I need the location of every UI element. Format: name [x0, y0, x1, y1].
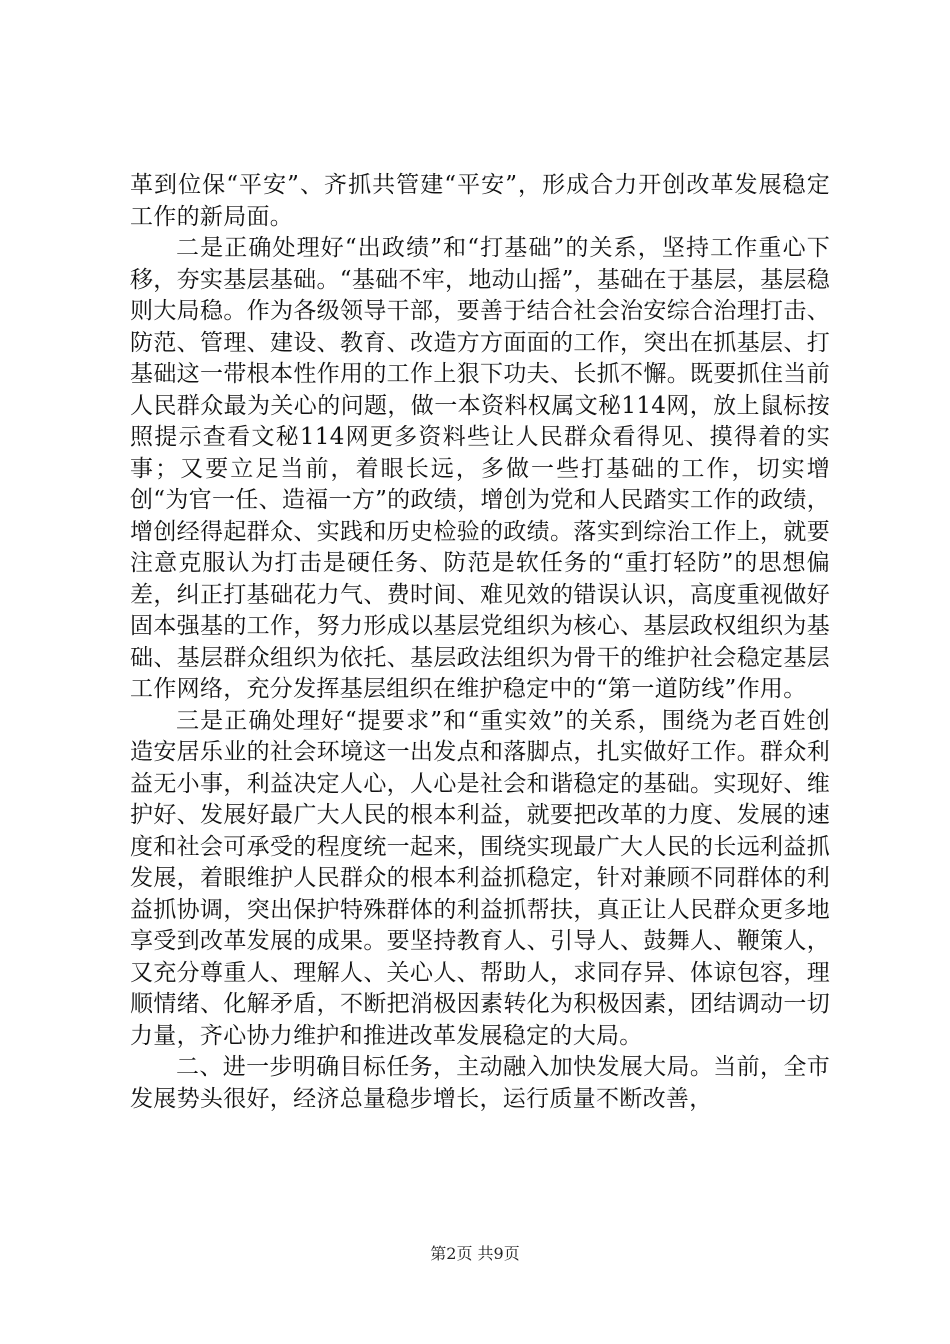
page-number-footer: 第2页 共9页	[430, 1244, 520, 1263]
paragraph-3: 三是正确处理好“提要求”和“重实效”的关系，围绕为老百姓创造安居乐业的社会环境这一出发点和落脚点，扎实做好工作。群众利益无小事，利益决定人心，人心是社会和谐稳定的基础。实现好、维护好、发展好最广大人民的根本利益，就要把改革的力度、发展的速度和社会可承受的程度统一起来，围绕实现最广大人民的长远利益抓发展，着眼维护人民群众的根本利益抓稳定，针对兼顾不同群体的利益抓协调，突出保护特殊群体的利益抓帮扶，真正让人民群众更多地享受到改革发展的成果。要坚持教育人、引导人、鼓舞人、鞭策人，又充分尊重人、理解人、关心人、帮助人，求同存异、体谅包容，理顺情绪、化解矛盾，不断把消极因素转化为积极因素，团结调动一切力量，齐心协力维护和推进改革发展稳定的大局。	[130, 707, 830, 1049]
paragraph-1: 革到位保“平安”、齐抓共管建“平安”，形成合力开创改革发展稳定工作的新局面。	[130, 172, 830, 230]
paragraph-4: 二、进一步明确目标任务，主动融入加快发展大局。当前，全市发展势头很好，经济总量稳步增长，运行质量不断改善，	[130, 1054, 830, 1112]
document-body	[130, 170, 830, 1115]
paragraph-2: 二是正确处理好“出政绩”和“打基础”的关系，坚持工作重心下移，夯实基层基础。“基础不牢，地动山摇”，基础在于基层，基层稳则大局稳。作为各级领导干部，要善于结合社会治安综合治理打击、防范、管理、建设、教育、改造方方面面的工作，突出在抓基层、打基础这一带根本性作用的工作上狠下功夫、长抓不懈。既要抓住当前人民群众最为关心的问题，做一本资料权属文秘114网，放上鼠标按照提示查看文秘114网更多资料些让人民群众看得见、摸得着的实事；又要立足当前，着眼长远，多做一些打基础的工作，切实增创“为官一任、造福一方”的政绩，增创为党和人民踏实工作的政绩，增创经得起群众、实践和历史检验的政绩。落实到综治工作上，就要注意克服认为打击是硬任务、防范是软任务的“重打轻防”的思想偏差，纠正打基础花力气、费时间、难见效的错误认识，高度重视做好固本强基的工作，努力形成以基层党组织为核心、基层政权组织为基础、基层群众组织为依托、基层政法组织为骨干的维护社会稳定基层工作网络，充分发挥基层组织在维护稳定中的“第一道防线”作用。	[130, 235, 830, 702]
